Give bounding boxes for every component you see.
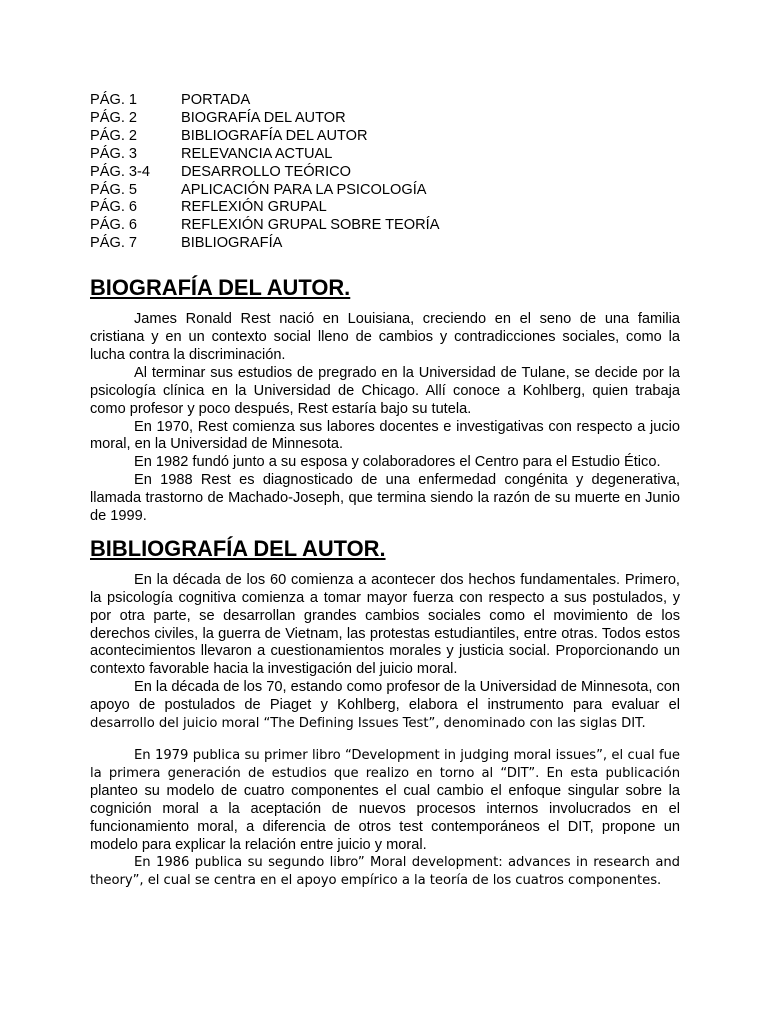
toc-page: PÁG. 3 <box>90 145 138 162</box>
toc-page: PÁG. 2 <box>90 109 138 126</box>
toc-page: PÁG. 3-4 <box>90 163 151 180</box>
bibliography-paragraph <box>90 679 680 733</box>
bibliography-paragraph: En la década de los 60 comienza a acontecer dos hechos fundamentales. Primero, la psicología cognitiva comienza a tomar mayor fuerza con respecto a sus postulados, y por otra parte, se desarrollan grandes cambios sociales como el movimiento de los derechos civiles, la guerra de Vietnam, las protestas estudiantiles, entre otras. Todos estos acontecimientos llevaron a cuestionamientos morales y justicia social. Proporcionando un contexto favorable hacia la investigación del juicio moral. <box>90 571 680 678</box>
toc-page: PÁG. 6 <box>90 199 138 216</box>
toc-entry <box>90 217 680 235</box>
toc-entry <box>90 235 680 253</box>
toc-title: APLICACIÓN PARA LA PSICOLOGÍA <box>181 181 427 198</box>
toc-entry <box>90 182 680 200</box>
bibliography-text: En 1979 publica su primer libro “Development in judging moral issues”, el cual fue la primera generación de estudios que realizo en torno al “DIT”. En esta publicación <box>90 748 680 781</box>
toc-entry <box>90 92 680 110</box>
bibliography-paragraph <box>90 747 680 854</box>
bibliography-section <box>90 572 680 890</box>
bibliography-paragraph: En 1986 publica su segundo libro” Moral development: advances in research and theory”, el cual se centra en el apoyo empírico a la teoría de los cuatros componentes. <box>90 855 680 889</box>
toc-title: RELEVANCIA ACTUAL <box>181 145 333 162</box>
toc-title: REFLEXIÓN GRUPAL SOBRE TEORÍA <box>181 217 440 234</box>
toc-title: BIBLIOGRAFÍA DEL AUTOR <box>181 127 368 144</box>
biography-heading: BIOGRAFÍA DEL AUTOR. <box>90 275 351 301</box>
toc-page: PÁG. 7 <box>90 235 138 252</box>
bibliography-text-continued: desarrollo del juicio moral “The Defining Issues Test”, denominado con las siglas DIT. <box>90 716 646 732</box>
toc-title: REFLEXIÓN GRUPAL <box>181 199 327 216</box>
toc-entry <box>90 128 680 146</box>
toc-entry <box>90 110 680 128</box>
biography-paragraph: En 1982 fundó junto a su esposa y colaboradores el Centro para el Estudio Ético. <box>134 454 661 471</box>
toc-title: DESARROLLO TEÓRICO <box>181 163 352 180</box>
toc-page: PÁG. 6 <box>90 217 138 234</box>
toc-title: BIOGRAFÍA DEL AUTOR <box>181 109 346 126</box>
toc-entry <box>90 164 680 182</box>
bibliography-text: En la década de los 70, estando como profesor de la Universidad de Minnesota, con apoyo de postulados de Piaget y Kohlberg, elabora el instrumento para evaluar el <box>90 679 680 714</box>
toc-page: PÁG. 2 <box>90 127 138 144</box>
toc-entry <box>90 146 680 164</box>
table-of-contents <box>90 92 680 253</box>
biography-paragraph: James Ronald Rest nació en Louisiana, creciendo en el seno de una familia cristiana y en un contexto social lleno de cambios y contradicciones sociales, como la lucha contra la discriminación. <box>90 311 680 363</box>
biography-paragraph: Al terminar sus estudios de pregrado en la Universidad de Tulane, se decide por la psicología clínica en la Universidad de Chicago. Allí conoce a Kohlberg, quien trabaja como profesor y poco después, Rest estaría bajo su tutela. <box>90 364 680 417</box>
toc-entry <box>90 199 680 217</box>
toc-page: PÁG. 1 <box>90 92 138 108</box>
biography-section <box>90 311 680 526</box>
toc-title: BIBLIOGRAFÍA <box>181 235 283 252</box>
toc-title: PORTADA <box>181 92 251 108</box>
biography-paragraph: En 1970, Rest comienza sus labores docentes e investigativas con respecto a jucio moral, en la Universidad de Minnesota. <box>90 418 680 453</box>
bibliography-text-continued: planteo su modelo de cuatro componentes el cual cambio el enfoque singular sobre la cognición moral a la aceptación de nuevos procesos internos involucrados en el funcionamiento moral, a diferencia de otros test contemporáneos el DIT, propone un modelo para explicar la relación entre juicio y moral. <box>90 782 680 853</box>
bibliography-heading: BIBLIOGRAFÍA DEL AUTOR. <box>90 535 386 561</box>
toc-page: PÁG. 5 <box>90 181 138 198</box>
biography-paragraph: En 1988 Rest es diagnosticado de una enfermedad congénita y degenerativa, llamada trastorno de Machado-Joseph, que termina siendo la razón de su muerte en Junio de 1999. <box>90 472 680 525</box>
